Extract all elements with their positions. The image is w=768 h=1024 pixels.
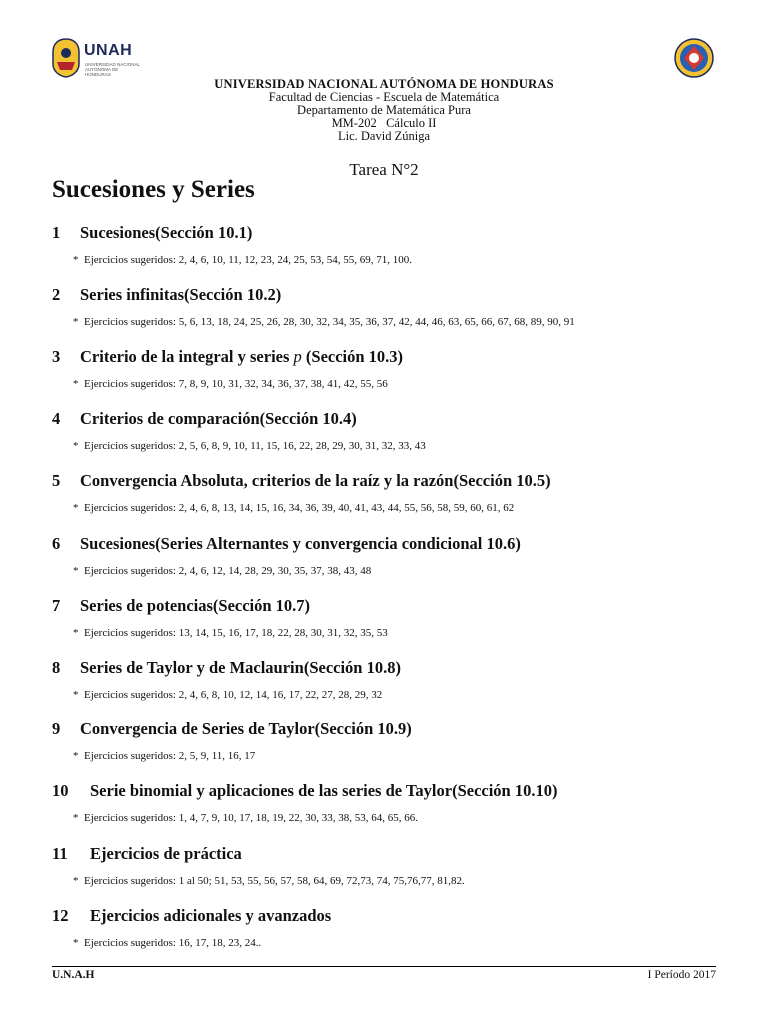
exercise-list-item (73, 440, 732, 453)
exercise-list-item (73, 565, 732, 578)
section-title: Sucesiones(Series Alternantes y convergencia condicional 10.6) (80, 534, 521, 553)
section-number: 11 (52, 844, 68, 863)
section-12 (52, 905, 732, 950)
footer-divider (52, 966, 716, 967)
section-heading (52, 718, 732, 740)
exercise-list-item (73, 627, 732, 640)
exercise-text: Ejercicios sugeridos: 1, 4, 7, 9, 10, 17, 18, 19, 22, 30, 33, 38, 53, 64, 65, 66. (84, 812, 418, 824)
footer-period: I Período 2017 (647, 969, 716, 981)
exercise-text: Ejercicios sugeridos: 13, 14, 15, 16, 17, 18, 22, 28, 30, 31, 32, 35, 53 (84, 627, 388, 639)
exercise-list-item (73, 812, 732, 825)
section-number: 5 (52, 471, 61, 490)
exercise-text: Ejercicios sugeridos: 2, 5, 6, 8, 9, 10, 11, 15, 16, 22, 28, 29, 30, 31, 32, 33, 43 (84, 440, 426, 452)
unah-shield-icon (52, 38, 80, 78)
section-title: Criterio de la integral y series p (Sección 10.3) (80, 347, 404, 366)
bullet-icon: * (73, 254, 79, 266)
section-number: 3 (52, 347, 61, 366)
section-6 (52, 533, 732, 578)
section-title: Convergencia Absoluta, criterios de la raíz y la razón(Sección 10.5) (80, 471, 551, 490)
exercise-text: Ejercicios sugeridos: 1 al 50; 51, 53, 55, 56, 57, 58, 64, 69, 72,73, 74, 75,76,77, 81,82. (84, 875, 465, 887)
section-title: Criterios de comparación(Sección 10.4) (80, 409, 357, 428)
section-number: 1 (52, 223, 61, 242)
section-3 (52, 346, 732, 391)
section-number: 10 (52, 781, 69, 800)
bullet-icon: * (73, 316, 79, 328)
section-number: 8 (52, 658, 61, 677)
exercise-text: Ejercicios sugeridos: 2, 4, 6, 8, 10, 12, 14, 16, 17, 22, 27, 28, 29, 32 (84, 689, 383, 701)
section-title: Convergencia de Series de Taylor(Sección 10.9) (80, 719, 412, 738)
footer-institution: U.N.A.H (52, 969, 95, 981)
section-title: Series de Taylor y de Maclaurin(Sección 10.8) (80, 658, 401, 677)
section-heading (52, 533, 732, 555)
course-name: MM-202 Cálculo II (331, 116, 437, 130)
section-1 (52, 222, 732, 267)
university-name: UNIVERSIDAD NACIONAL AUTÓNOMA DE HONDURAS (214, 77, 554, 91)
section-11 (52, 843, 732, 888)
section-heading (52, 780, 732, 802)
exercise-list-item (73, 254, 732, 267)
section-title: Series de potencias(Sección 10.7) (80, 596, 311, 615)
section-heading (52, 843, 732, 865)
bullet-icon: * (73, 378, 79, 390)
bullet-icon: * (73, 440, 79, 452)
section-title: Sucesiones(Sección 10.1) (80, 223, 253, 242)
section-number: 12 (52, 906, 69, 925)
section-4 (52, 408, 732, 453)
section-title: Ejercicios adicionales y avanzados (90, 906, 332, 925)
exercise-list-item (73, 875, 732, 888)
section-heading (52, 595, 732, 617)
bullet-icon: * (73, 812, 79, 824)
bullet-icon: * (73, 875, 79, 887)
section-number: 4 (52, 409, 61, 428)
bullet-icon: * (73, 502, 79, 514)
exercise-list-item (73, 316, 732, 329)
professor-name: Lic. David Zúniga (338, 129, 430, 143)
unah-logo-subtext: UNIVERSIDAD NACIONAL AUTÓNOMA DE HONDURAS (85, 62, 140, 77)
faculty-name: Facultad de Ciencias - Escuela de Matemática (268, 90, 500, 104)
section-heading (52, 222, 732, 244)
section-5 (52, 470, 732, 515)
exercise-text: Ejercicios sugeridos: 2, 4, 6, 12, 14, 28, 29, 30, 35, 37, 38, 43, 48 (84, 565, 372, 577)
exercise-list-item (73, 689, 732, 702)
section-8 (52, 657, 732, 702)
exercise-list-item (73, 750, 732, 763)
section-number: 7 (52, 596, 61, 615)
unah-logo (52, 38, 142, 80)
bullet-icon: * (73, 937, 79, 949)
department-name: Departamento de Matemática Pura (297, 103, 471, 117)
section-7 (52, 595, 732, 640)
assignment-label: Tarea N°2 (349, 160, 419, 179)
unah-logo-text: UNAH (84, 42, 133, 59)
exercise-list-item (73, 502, 732, 515)
section-10 (52, 780, 732, 825)
bullet-icon: * (73, 750, 79, 762)
section-9 (52, 718, 732, 763)
section-title: Serie binomial y aplicaciones de las series de Taylor(Sección 10.10) (90, 781, 558, 800)
exercise-list-item (73, 937, 732, 950)
section-heading (52, 657, 732, 679)
exercise-text: Ejercicios sugeridos: 2, 4, 6, 8, 13, 14, 15, 16, 34, 36, 39, 40, 41, 43, 44, 55, 56, 58, 59, 60, 61, 62 (84, 502, 515, 514)
section-title: Series infinitas(Sección 10.2) (80, 285, 282, 304)
section-title: Ejercicios de práctica (90, 844, 242, 863)
faculty-seal-icon (674, 38, 714, 78)
bullet-icon: * (73, 627, 79, 639)
exercise-text: Ejercicios sugeridos: 5, 6, 13, 18, 24, 25, 26, 28, 30, 32, 34, 35, 36, 37, 42, 44, 46, 63, 65, 66, 67, 68, 89, 90, 91 (84, 316, 575, 328)
section-heading (52, 284, 732, 306)
section-heading (52, 346, 732, 368)
exercise-text: Ejercicios sugeridos: 2, 5, 9, 11, 16, 17 (84, 750, 256, 762)
section-number: 2 (52, 285, 61, 304)
document-header (0, 78, 768, 143)
section-heading (52, 408, 732, 430)
exercise-text: Ejercicios sugeridos: 7, 8, 9, 10, 31, 32, 34, 36, 37, 38, 41, 42, 55, 56 (84, 378, 388, 390)
exercise-list-item (73, 378, 732, 391)
document-title: Sucesiones y Series (52, 176, 255, 203)
exercise-text: Ejercicios sugeridos: 2, 4, 6, 10, 11, 12, 23, 24, 25, 53, 54, 55, 69, 71, 100. (84, 254, 413, 266)
bullet-icon: * (73, 565, 79, 577)
bullet-icon: * (73, 689, 79, 701)
section-heading (52, 905, 732, 927)
section-number: 9 (52, 719, 61, 738)
section-heading (52, 470, 732, 492)
section-number: 6 (52, 534, 61, 553)
section-2 (52, 284, 732, 329)
exercise-text: Ejercicios sugeridos: 16, 17, 18, 23, 24.. (84, 937, 262, 949)
